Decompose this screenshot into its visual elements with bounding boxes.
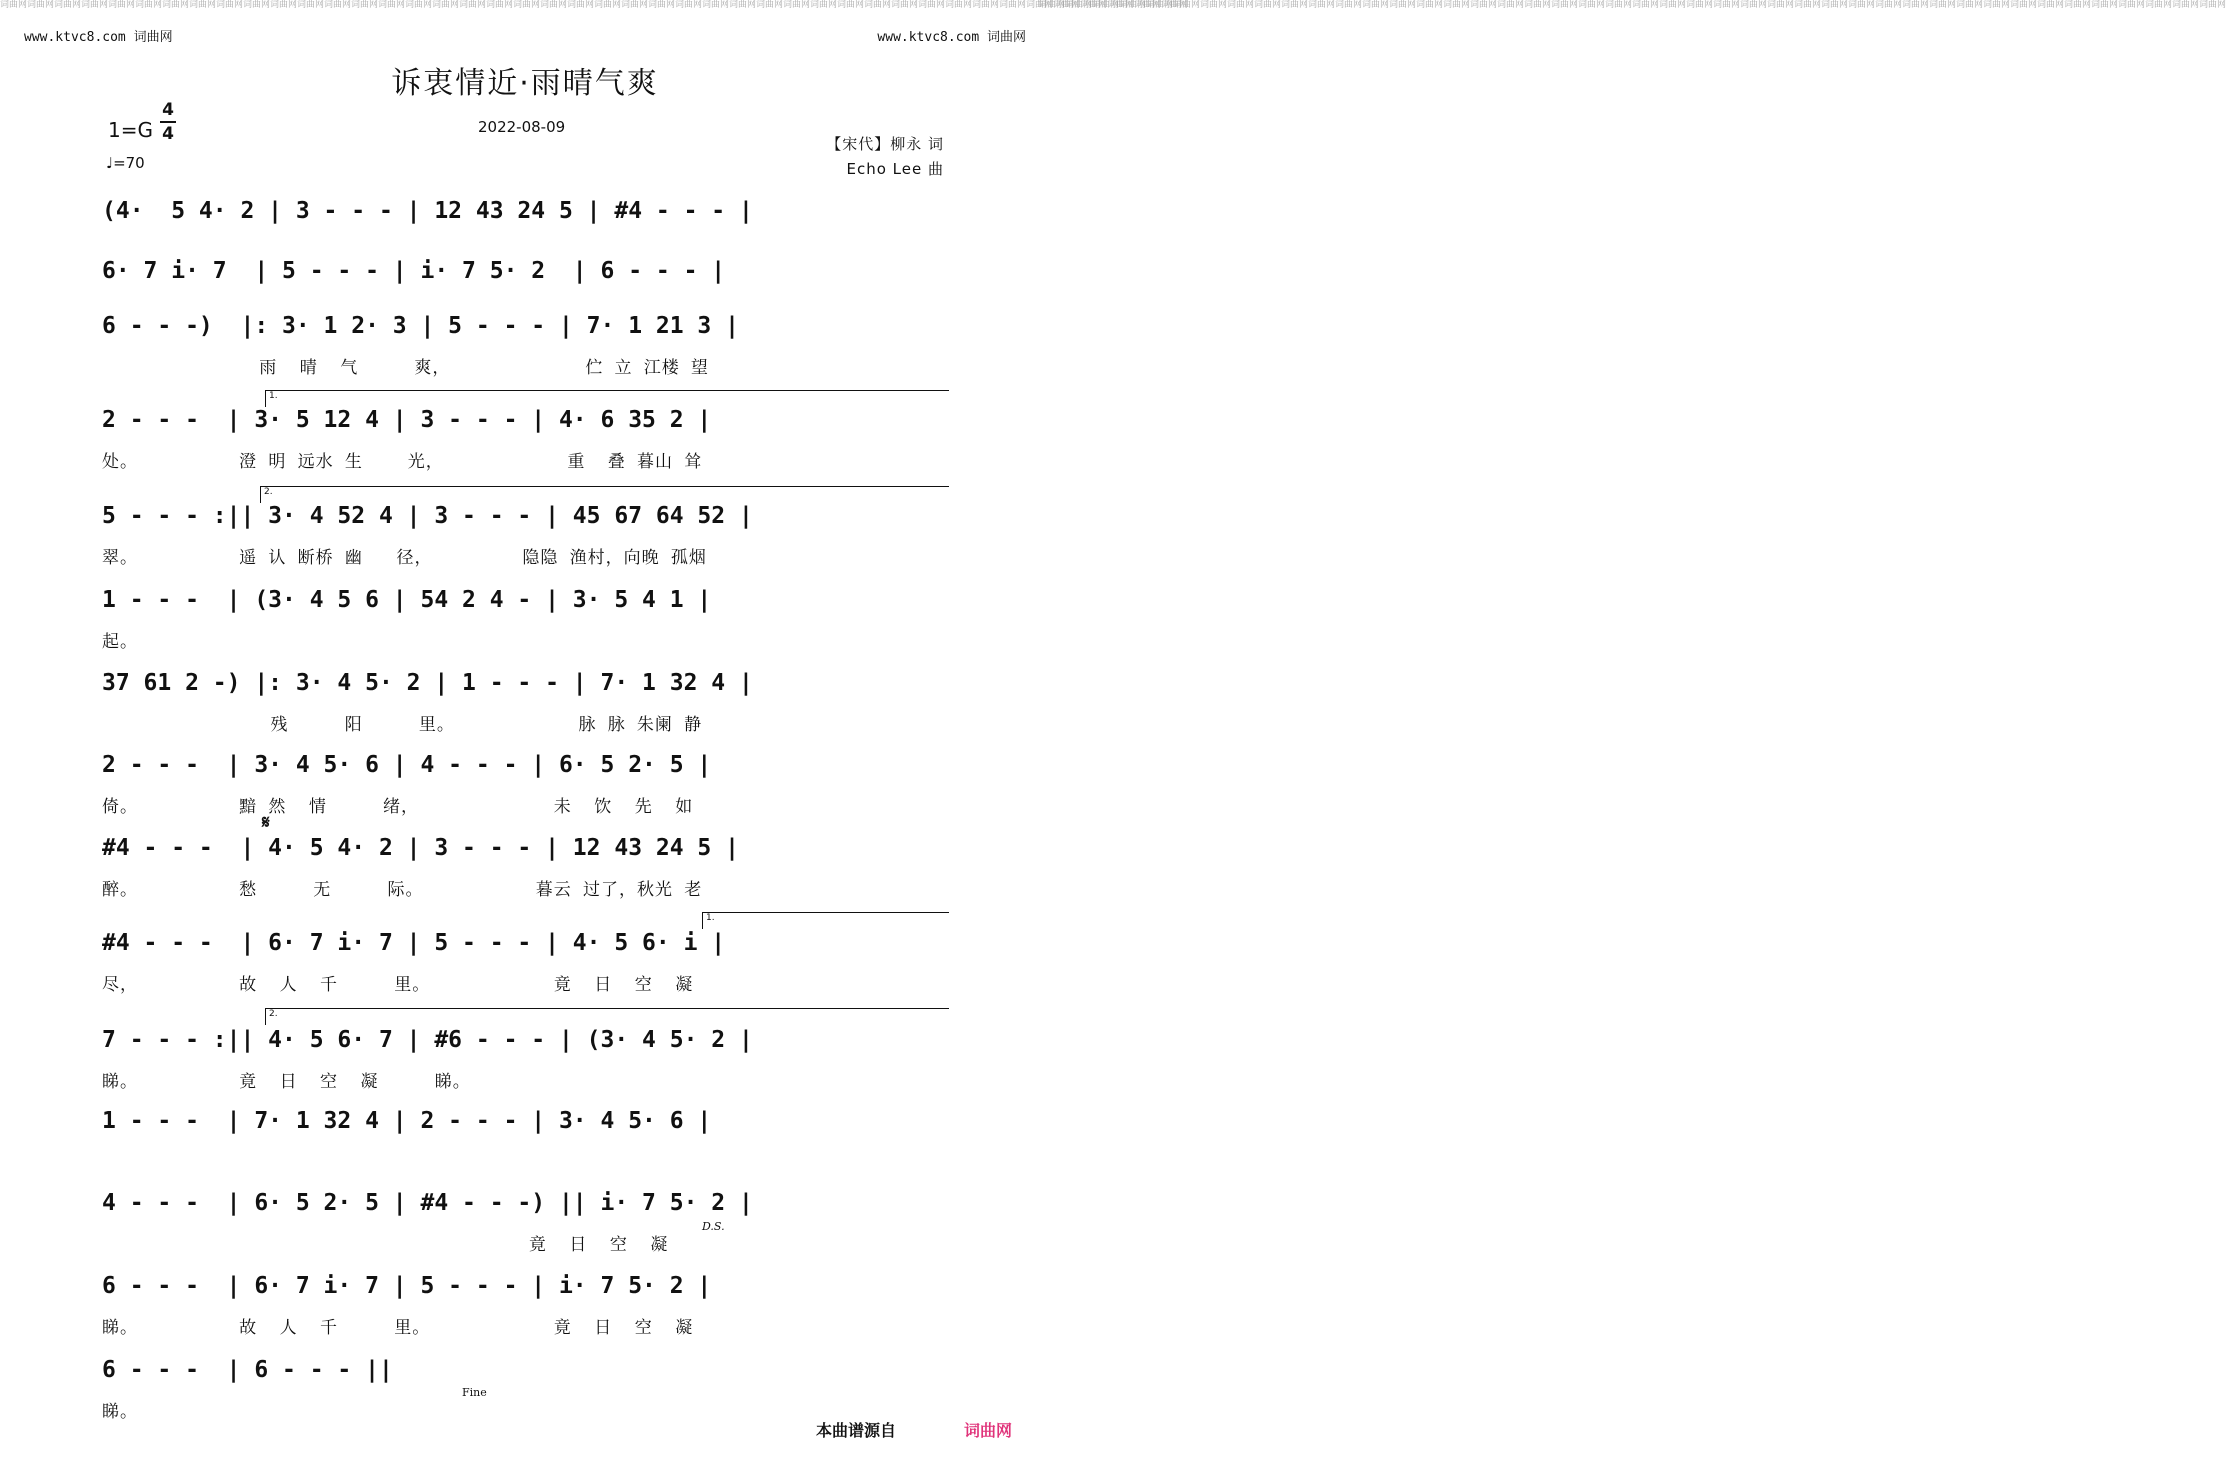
notes-line: 2 - - - | 3· 5 12 4 | 3 - - - | 4· 6 35 2 |	[102, 407, 712, 433]
time-sig-bar	[160, 121, 176, 123]
notes-line: (4· 5 4· 2 | 3 - - - | 12 43 24 5 | #4 - - - |	[102, 198, 753, 224]
notes-line: 7 - - - :|| 4· 5 6· 7 | #6 - - - | (3· 4 5· 2 |	[102, 1027, 753, 1053]
footer-site: 词曲网	[964, 1421, 1013, 1440]
notes-line: #4 - - - | 6· 7 i· 7 | 5 - - - | 4· 5 6· i |	[102, 930, 726, 956]
segno-sign: 𝄋	[262, 812, 270, 833]
lyrics-line: 倚。 黯 然 情 绪， 未 饮 先 如	[102, 797, 694, 817]
time-sig-bottom: 4	[162, 124, 174, 144]
lyrics-line: 尽， 故 人 千 里。 竟 日 空 凝	[102, 975, 694, 995]
notes-line: #4 - - - | 4· 5 4· 2 | 3 - - - | 12 43 24 5 |	[102, 835, 739, 861]
lyrics-line: 醉。 愁 无 际。 暮云 过了，秋光 老	[102, 880, 703, 900]
header-right: www.ktvc8.com 词曲网	[877, 30, 1026, 45]
time-signature	[160, 100, 176, 144]
notes-line: 1 - - - | 7· 1 32 4 | 2 - - - | 3· 4 5· 6 |	[102, 1108, 712, 1134]
notes-line: 2 - - - | 3· 4 5· 6 | 4 - - - | 6· 5 2· 5 |	[102, 752, 712, 778]
volta-first: 1.	[265, 390, 949, 407]
lyrics-line: 睇。 竟 日 空 凝 睇。	[102, 1072, 471, 1092]
header-left: www.ktvc8.com 词曲网	[24, 30, 173, 45]
lyricist-credit: 【宋代】柳永 词	[826, 135, 944, 153]
ds-mark: D.S.	[702, 1220, 725, 1233]
notes-line: 6· 7 i· 7 | 5 - - - | i· 7 5· 2 | 6 - - - |	[102, 258, 726, 284]
lyrics-line: 睇。 故 人 千 里。 竟 日 空 凝	[102, 1318, 694, 1338]
tempo-mark: ♩=70	[106, 154, 145, 172]
notes-line: 5 - - - :|| 3· 4 52 4 | 3 - - - | 45 67 64 52 |	[102, 503, 753, 529]
footer-source: 本曲谱源自	[816, 1421, 897, 1440]
date-label: 2022-08-09	[478, 118, 566, 136]
lyrics-line: 起。	[102, 632, 138, 652]
lyrics-line: 翠。 遥 认 断桥 幽 径， 隐隐 渔村，向晚 孤烟	[102, 548, 707, 568]
notes-line: 6 - - - | 6· 7 i· 7 | 5 - - - | i· 7 5· 2 |	[102, 1273, 712, 1299]
page-title: 诉衷情近·雨晴气爽	[391, 66, 659, 101]
notes-line: 37 61 2 -) |: 3· 4 5· 2 | 1 - - - | 7· 1 32 4 |	[102, 670, 753, 696]
time-sig-top: 4	[162, 100, 174, 120]
lyrics-line: 处。 澄 明 远水 生 光， 重 叠 暮山 耸	[102, 452, 703, 472]
notes-line: 6 - - - | 6 - - - ||	[102, 1357, 393, 1383]
fine-mark: Fine	[462, 1386, 487, 1399]
side-watermark-left: 词曲网词曲网词曲网词曲网词曲网词曲网词曲网词曲网词曲网词曲网词曲网词曲网词曲网词曲网词曲网词曲网词曲网词曲网词曲网词曲网词曲网词曲网词曲网词曲网词曲网词曲网词曲网词曲网词曲网词曲网词曲网词曲网词曲网词曲网词曲网词曲网词曲网词曲网词曲网词曲网词曲网词曲网词曲网词曲网	[0, 0, 1189, 10]
lyrics-line: 睇。	[102, 1402, 138, 1422]
volta-second-b: 2.	[265, 1008, 949, 1025]
volta-first-b: 1.	[702, 912, 949, 929]
lyrics-line: 残 阳 里。 脉 脉 朱阑 静	[102, 715, 703, 735]
composer-credit: Echo Lee 曲	[846, 160, 944, 178]
notes-line: 1 - - - | (3· 4 5 6 | 54 2 4 - | 3· 5 4 1 |	[102, 587, 712, 613]
notes-line: 4 - - - | 6· 5 2· 5 | #4 - - -) || i· 7 5· 2 |	[102, 1190, 753, 1216]
side-watermark-right: 词曲网词曲网词曲网词曲网词曲网词曲网词曲网词曲网词曲网词曲网词曲网词曲网词曲网词曲网词曲网词曲网词曲网词曲网词曲网词曲网词曲网词曲网词曲网词曲网词曲网词曲网词曲网词曲网词曲网词曲网词曲网词曲网词曲网词曲网词曲网词曲网词曲网词曲网词曲网词曲网词曲网词曲网词曲网词曲网	[1038, 0, 2226, 10]
key-signature: 1=G	[108, 118, 153, 142]
notes-line: 6 - - -) |: 3· 1 2· 3 | 5 - - - | 7· 1 21 3 |	[102, 313, 739, 339]
lyrics-line: 竟 日 空 凝	[102, 1235, 669, 1255]
lyrics-line: 雨 晴 气 爽， 伫 立 江楼 望	[102, 358, 709, 378]
volta-second: 2.	[260, 486, 949, 503]
